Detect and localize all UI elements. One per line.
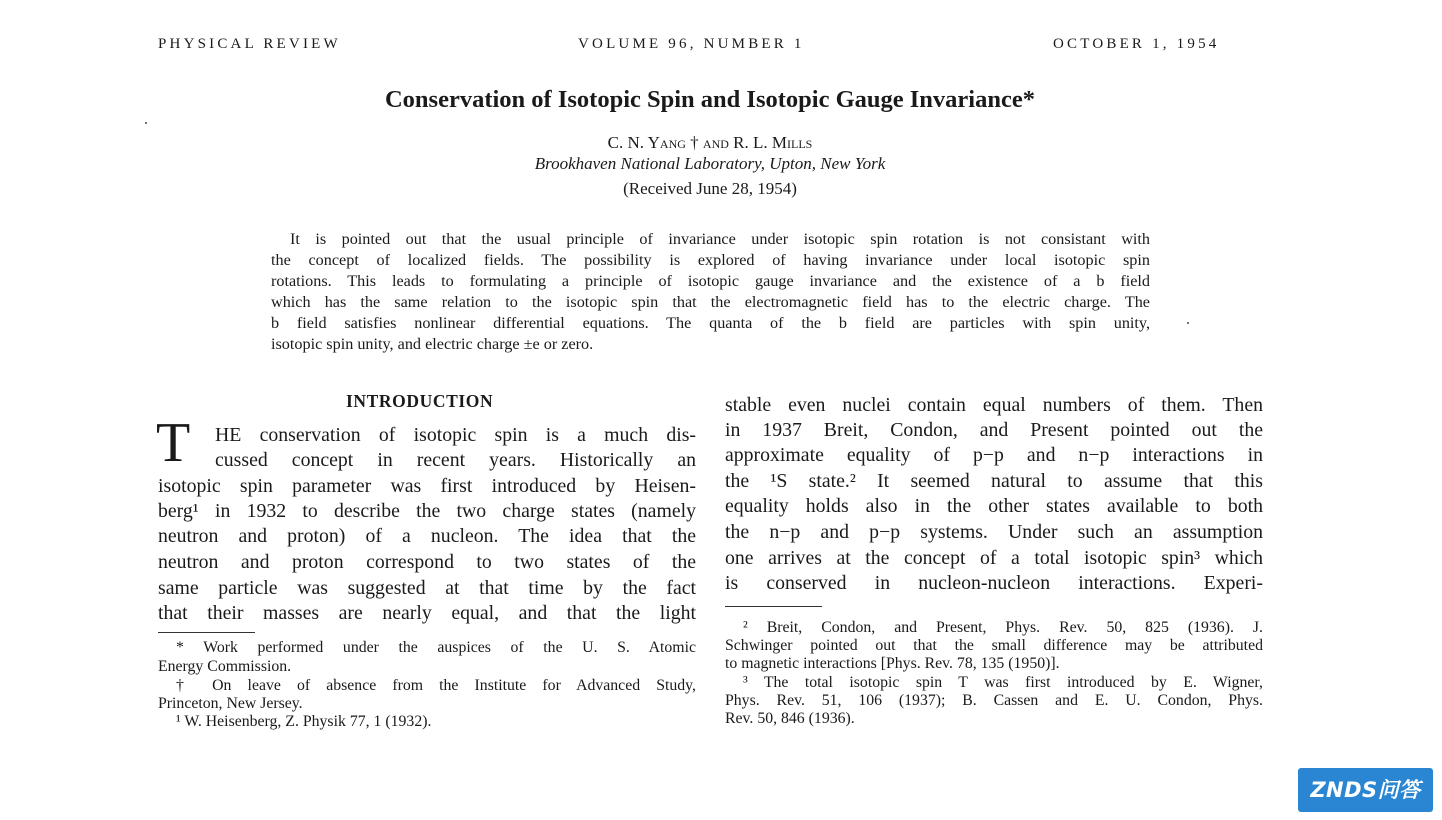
body-line: neutron and proton) of a nucleon. The idea that the [158,525,696,547]
abstract-line: which has the same relation to the isotopic spin that the electromagnetic field has to the electric charge. The [271,293,1150,311]
footnote-line: † On leave of absence from the Institute for Advanced Study, [176,677,696,694]
section-heading: INTRODUCTION [346,391,494,411]
footnote-line: ³ The total isotopic spin T was first introduced by E. Wigner, [743,674,1263,691]
received-date: (Received June 28, 1954) [623,179,797,198]
abstract-line: the concept of localized fields. The possibility is explored of having invariance under local isotopic spin [271,251,1150,269]
scan-speck [145,122,147,124]
body-line: equality holds also in the other states available to both [725,495,1263,517]
footnote-line: Energy Commission. [158,658,292,675]
footnote-rule [725,606,822,607]
affiliation: Brookhaven National Laboratory, Upton, New York [534,154,886,173]
abstract-line: rotations. This leads to formulating a principle of isotopic gauge invariance and the existence of a b field [271,272,1150,290]
body-line: cussed concept in recent years. Historically an [215,449,696,471]
body-line: berg¹ in 1932 to describe the two charge states (namely [158,500,696,522]
footnote-line: to magnetic interactions [Phys. Rev. 78, 135 (1950)]. [725,655,1060,672]
journal-name: PHYSICAL REVIEW [158,36,341,52]
footnote-line: * Work performed under the auspices of the U. S. Atomic [176,639,696,656]
body-line: HE conservation of isotopic spin is a much dis- [215,424,696,446]
abstract-line: It is pointed out that the usual principle of invariance under isotopic spin rotation is not consistant with [290,230,1150,248]
body-line: the ¹S state.² It seemed natural to assume that this [725,470,1263,492]
body-line: stable even nuclei contain equal numbers of them. Then [725,394,1263,416]
scan-speck [1187,322,1189,324]
watermark-logo: ZNDS问答 [1298,768,1433,812]
footnote-line: ² Breit, Condon, and Present, Phys. Rev. 50, 825 (1936). J. [743,619,1263,636]
body-line: same particle was suggested at that time by the fact [158,577,696,599]
paper-title: Conservation of Isotopic Spin and Isotopic Gauge Invariance* [384,86,1035,113]
body-line: in 1937 Breit, Condon, and Present pointed out the [725,419,1263,441]
body-line: one arrives at the concept of a total isotopic spin³ which [725,547,1263,569]
abstract-line: isotopic spin unity, and electric charge ±e or zero. [271,335,594,353]
drop-cap: T [156,412,191,474]
abstract-line: b field satisfies nonlinear differential equations. The quanta of the b field are particles with spin unity, [271,314,1150,332]
footnote-rule [158,632,255,633]
body-line: neutron and proton correspond to two states of the [158,551,696,573]
volume-number: VOLUME 96, NUMBER 1 [578,36,805,52]
authors: C. N. Yang † and R. L. Mills [607,133,813,152]
footnote-line: Princeton, New Jersey. [158,695,303,712]
body-line: the n−p and p−p systems. Under such an assumption [725,521,1263,543]
footnote-line: Rev. 50, 846 (1936). [725,710,855,727]
body-line: that their masses are nearly equal, and that the light [158,602,696,624]
body-line: is conserved in nucleon-nucleon interactions. Experi- [725,572,1263,594]
footnote-line: Phys. Rev. 51, 106 (1937); B. Cassen and E. U. Condon, Phys. [725,692,1263,709]
footnote-line: ¹ W. Heisenberg, Z. Physik 77, 1 (1932). [176,713,432,730]
body-line: isotopic spin parameter was first introduced by Heisen- [158,475,696,497]
author-line [0,133,1420,153]
issue-date: OCTOBER 1, 1954 [1053,36,1220,52]
body-line: approximate equality of p−p and n−p interactions in [725,444,1263,466]
footnote-line: Schwinger pointed out that the small difference may be attributed [725,637,1263,654]
